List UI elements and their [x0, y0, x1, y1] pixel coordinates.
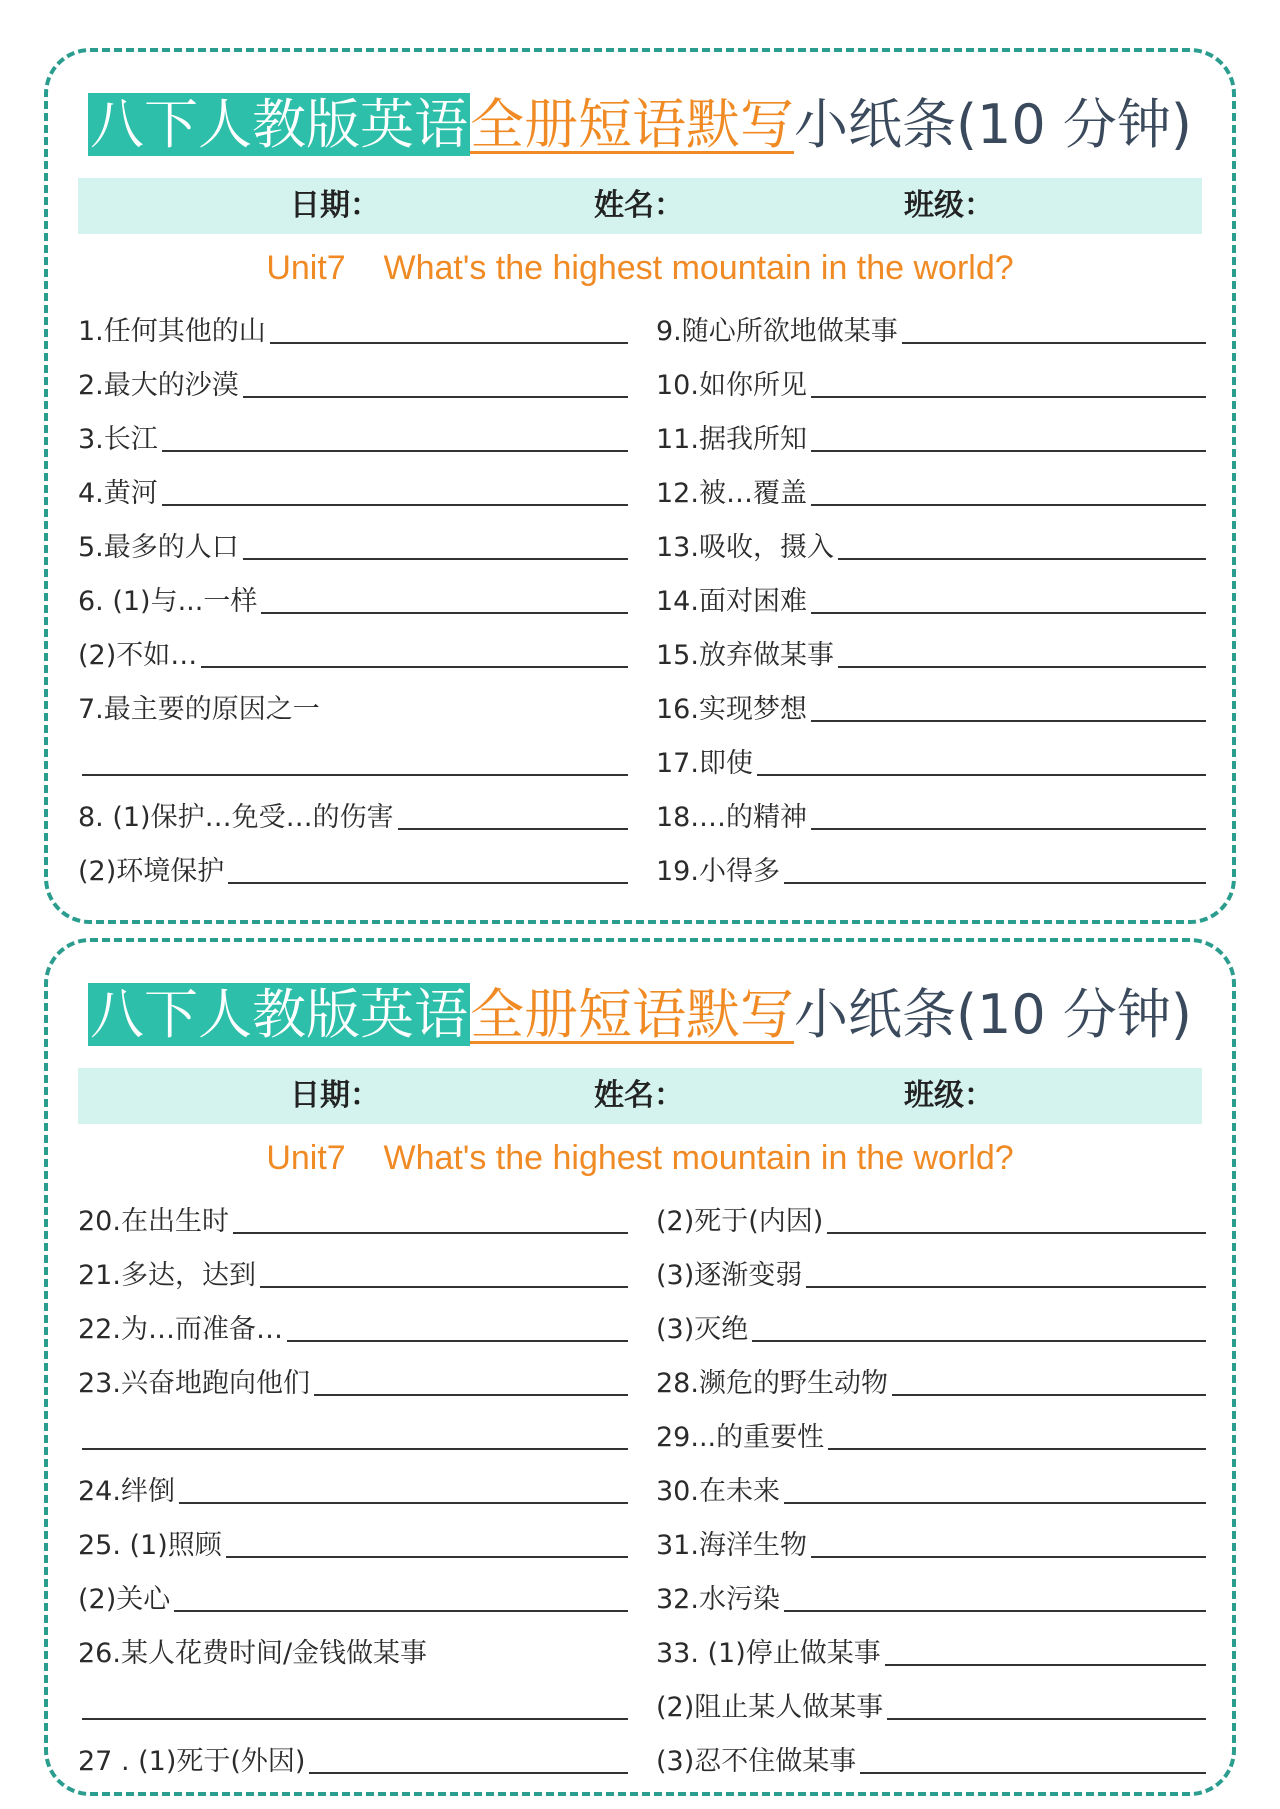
question-item — [656, 838, 1206, 892]
title-part-2: 全册短语默写 — [469, 93, 794, 156]
question-label: (3)忍不住做某事 — [656, 1746, 857, 1777]
answer-line[interactable] — [811, 1554, 1206, 1558]
question-item — [656, 1350, 1206, 1404]
title-part-2: 全册短语默写 — [469, 983, 794, 1046]
question-item — [656, 1674, 1206, 1728]
answer-line[interactable] — [82, 772, 628, 776]
sheet-title — [48, 978, 1232, 1052]
question-label: (2)环境保护 — [78, 856, 225, 887]
name-field-label: 姓名： — [594, 188, 684, 223]
question-label: 3.长江 — [78, 424, 158, 455]
question-label: 8. (1)保护…免受…的伤害 — [78, 802, 394, 833]
question-label: 25. (1)照顾 — [78, 1530, 222, 1561]
question-item — [656, 622, 1206, 676]
right-column — [656, 298, 1206, 892]
question-label: 6. (1)与...一样 — [78, 586, 258, 617]
answer-line[interactable] — [270, 340, 628, 344]
question-label: 12.被…覆盖 — [656, 478, 807, 509]
question-label: (2)关心 — [78, 1584, 171, 1615]
question-item — [78, 1242, 628, 1296]
question-item — [78, 406, 628, 460]
question-label: 13.吸收，摄入 — [656, 532, 834, 563]
worksheet-2 — [44, 938, 1236, 1796]
answer-line[interactable] — [82, 1716, 628, 1720]
answer-line[interactable] — [260, 1284, 628, 1288]
name-field-label: 姓名： — [594, 1078, 684, 1113]
question-label: (3)灭绝 — [656, 1314, 749, 1345]
answer-line[interactable] — [784, 1500, 1206, 1504]
answer-line[interactable] — [784, 880, 1206, 884]
answer-line[interactable] — [752, 1338, 1206, 1342]
answer-line[interactable] — [828, 1446, 1206, 1450]
answer-line[interactable] — [811, 448, 1206, 452]
question-item — [656, 1512, 1206, 1566]
answer-line[interactable] — [827, 1230, 1206, 1234]
sheet-title — [48, 88, 1232, 162]
answer-line[interactable] — [811, 610, 1206, 614]
answer-line[interactable] — [162, 448, 628, 452]
right-column — [656, 1188, 1206, 1782]
left-column — [78, 1188, 628, 1782]
unit-heading: Unit7 What's the highest mountain in the world? — [266, 1139, 1014, 1177]
answer-line[interactable] — [314, 1392, 628, 1396]
question-label: 15.放弃做某事 — [656, 640, 834, 671]
answer-line[interactable] — [82, 1446, 628, 1450]
question-label: 4.黄河 — [78, 478, 158, 509]
answer-line[interactable] — [174, 1608, 628, 1612]
question-item — [656, 298, 1206, 352]
question-item — [656, 568, 1206, 622]
question-item — [78, 838, 628, 892]
class-field-label: 班级： — [904, 1078, 994, 1113]
question-item — [78, 1674, 628, 1728]
answer-line[interactable] — [757, 772, 1206, 776]
question-label: 18.…的精神 — [656, 802, 807, 833]
answer-line[interactable] — [811, 502, 1206, 506]
question-item — [656, 1242, 1206, 1296]
answer-line[interactable] — [233, 1230, 628, 1234]
question-item — [78, 352, 628, 406]
question-item — [78, 568, 628, 622]
question-item — [78, 1458, 628, 1512]
question-label: (3)逐渐变弱 — [656, 1260, 803, 1291]
question-item — [656, 1728, 1206, 1782]
question-item — [78, 622, 628, 676]
question-item — [656, 676, 1206, 730]
answer-line[interactable] — [860, 1770, 1206, 1774]
question-label: 1.任何其他的山 — [78, 316, 266, 347]
question-item — [656, 730, 1206, 784]
question-item — [78, 1188, 628, 1242]
question-label: 17.即使 — [656, 748, 753, 779]
answer-line[interactable] — [261, 610, 628, 614]
question-item — [78, 1296, 628, 1350]
question-item — [656, 1458, 1206, 1512]
answer-line[interactable] — [243, 556, 628, 560]
question-item — [656, 406, 1206, 460]
title-part-1: 八下人教版英语 — [89, 93, 468, 156]
answer-line[interactable] — [885, 1662, 1206, 1666]
unit-heading: Unit7 What's the highest mountain in the world? — [266, 249, 1014, 287]
left-column — [78, 298, 628, 892]
answer-line[interactable] — [287, 1338, 628, 1342]
answer-line[interactable] — [228, 880, 628, 884]
question-item — [656, 1566, 1206, 1620]
answer-line[interactable] — [243, 394, 628, 398]
answer-line[interactable] — [309, 1770, 628, 1774]
question-label: (2)阻止某人做某事 — [656, 1692, 884, 1723]
question-item — [656, 1620, 1206, 1674]
answer-line[interactable] — [811, 394, 1206, 398]
question-label: 21.多达，达到 — [78, 1260, 256, 1291]
answer-line[interactable] — [902, 340, 1206, 344]
question-item — [656, 460, 1206, 514]
question-label: 30.在未来 — [656, 1476, 780, 1507]
question-label: 29...的重要性 — [656, 1422, 825, 1453]
question-item — [78, 1512, 628, 1566]
answer-line[interactable] — [226, 1554, 628, 1558]
info-bar — [78, 178, 1202, 234]
answer-line[interactable] — [179, 1500, 628, 1504]
answer-line[interactable] — [162, 502, 628, 506]
question-item — [78, 730, 628, 784]
question-label: 5.最多的人口 — [78, 532, 239, 563]
question-item — [78, 1350, 628, 1404]
question-item — [78, 784, 628, 838]
question-label: 14.面对困难 — [656, 586, 807, 617]
question-item — [656, 514, 1206, 568]
question-label: 28.濒危的野生动物 — [656, 1368, 888, 1399]
answer-line[interactable] — [892, 1392, 1206, 1396]
question-item — [656, 1404, 1206, 1458]
question-label: (2)不如… — [78, 640, 198, 671]
question-label: 19.小得多 — [656, 856, 780, 887]
question-label: 20.在出生时 — [78, 1206, 229, 1237]
question-item — [78, 1404, 628, 1458]
answer-line[interactable] — [806, 1284, 1206, 1288]
answer-line[interactable] — [784, 1608, 1206, 1612]
question-item — [78, 514, 628, 568]
question-label: 22.为…而准备… — [78, 1314, 283, 1345]
question-item — [78, 676, 628, 730]
answer-line[interactable] — [398, 826, 628, 830]
question-label: 32.水污染 — [656, 1584, 780, 1615]
question-label: 23.兴奋地跑向他们 — [78, 1368, 310, 1399]
question-item — [656, 352, 1206, 406]
answer-line[interactable] — [838, 556, 1206, 560]
question-item — [78, 1620, 628, 1674]
question-label: 16.实现梦想 — [656, 694, 807, 725]
answer-line[interactable] — [201, 664, 628, 668]
answer-line[interactable] — [811, 826, 1206, 830]
title-part-3: 小纸条(10 分钟) — [793, 983, 1192, 1046]
info-bar — [78, 1068, 1202, 1124]
date-field-label: 日期： — [290, 1078, 380, 1113]
date-field-label: 日期： — [290, 188, 380, 223]
answer-line[interactable] — [838, 664, 1206, 668]
answer-line[interactable] — [887, 1716, 1206, 1720]
title-part-1: 八下人教版英语 — [89, 983, 468, 1046]
question-label: 11.据我所知 — [656, 424, 807, 455]
question-item — [656, 1296, 1206, 1350]
question-label: 2.最大的沙漠 — [78, 370, 239, 401]
class-field-label: 班级： — [904, 188, 994, 223]
question-label: 10.如你所见 — [656, 370, 807, 401]
worksheet-1 — [44, 48, 1236, 924]
question-label: 24.绊倒 — [78, 1476, 175, 1507]
question-item — [78, 460, 628, 514]
question-item — [78, 1728, 628, 1782]
question-label: 9.随心所欲地做某事 — [656, 316, 898, 347]
question-label: 31.海洋生物 — [656, 1530, 807, 1561]
question-label: 26.某人花费时间/金钱做某事 — [78, 1638, 428, 1669]
question-item — [656, 784, 1206, 838]
question-label: 33. (1)停止做某事 — [656, 1638, 881, 1669]
question-item — [78, 298, 628, 352]
question-item — [78, 1566, 628, 1620]
title-part-3: 小纸条(10 分钟) — [793, 93, 1192, 156]
question-item — [656, 1188, 1206, 1242]
question-label: 7.最主要的原因之一 — [78, 694, 320, 725]
question-label: (2)死于(内因) — [656, 1206, 824, 1237]
question-label: 27 . (1)死于(外因) — [78, 1746, 306, 1777]
answer-line[interactable] — [811, 718, 1206, 722]
